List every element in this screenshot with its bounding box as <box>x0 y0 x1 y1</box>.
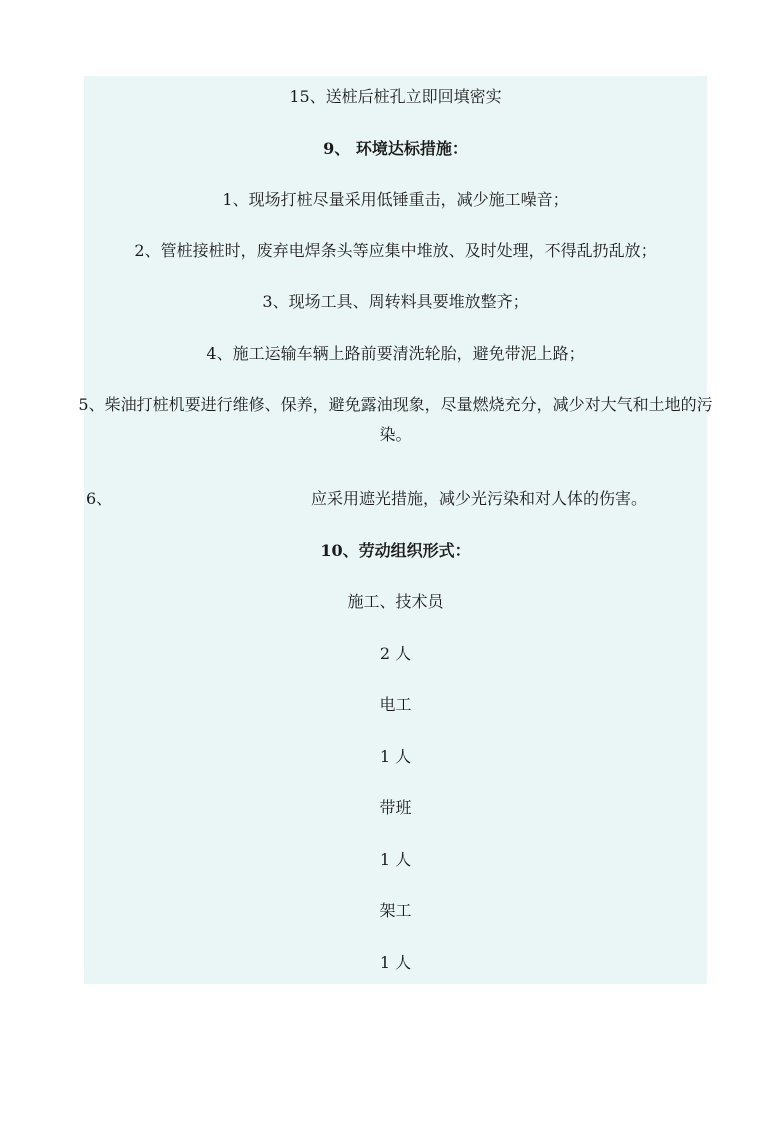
env-item-4: 4、施工运输车辆上路前要清洗轮胎，避免带泥上路； <box>206 344 585 363</box>
labor-role-3: 带班 <box>379 798 412 817</box>
document-content <box>78 76 713 984</box>
env-item-1: 1、现场打桩尽量采用低锤重击，减少施工噪音； <box>222 190 569 209</box>
labor-count-1: 2 人 <box>379 644 412 663</box>
labor-count-2: 1 人 <box>379 747 412 766</box>
labor-role-1: 施工、技术员 <box>347 592 444 611</box>
section-9-heading: 9、 环境达标措施： <box>323 139 468 158</box>
labor-role-2: 电工 <box>379 695 412 714</box>
env-item-5: 5、柴油打桩机要进行维修、保养，避免露油现象，尽量燃烧充分，减少对大气和土地的污染。 <box>78 395 713 444</box>
labor-count-4: 1 人 <box>379 953 412 972</box>
labor-role-4: 架工 <box>379 901 412 920</box>
env-item-6-number: 6、 <box>86 489 113 508</box>
section-10-heading: 10、劳动组织形式： <box>320 541 471 560</box>
env-item-3: 3、现场工具、周转料具要堆放整齐； <box>262 292 529 311</box>
labor-count-3: 1 人 <box>379 850 412 869</box>
env-item-2: 2、管桩接桩时，废弃电焊条头等应集中堆放、及时处理，不得乱扔乱放； <box>134 241 657 260</box>
env-item-6-text: 应采用遮光措施，减少光污染和对人体的伤害。 <box>311 489 648 508</box>
item-15-text: 15、送桩后桩孔立即回填密实 <box>289 87 502 106</box>
